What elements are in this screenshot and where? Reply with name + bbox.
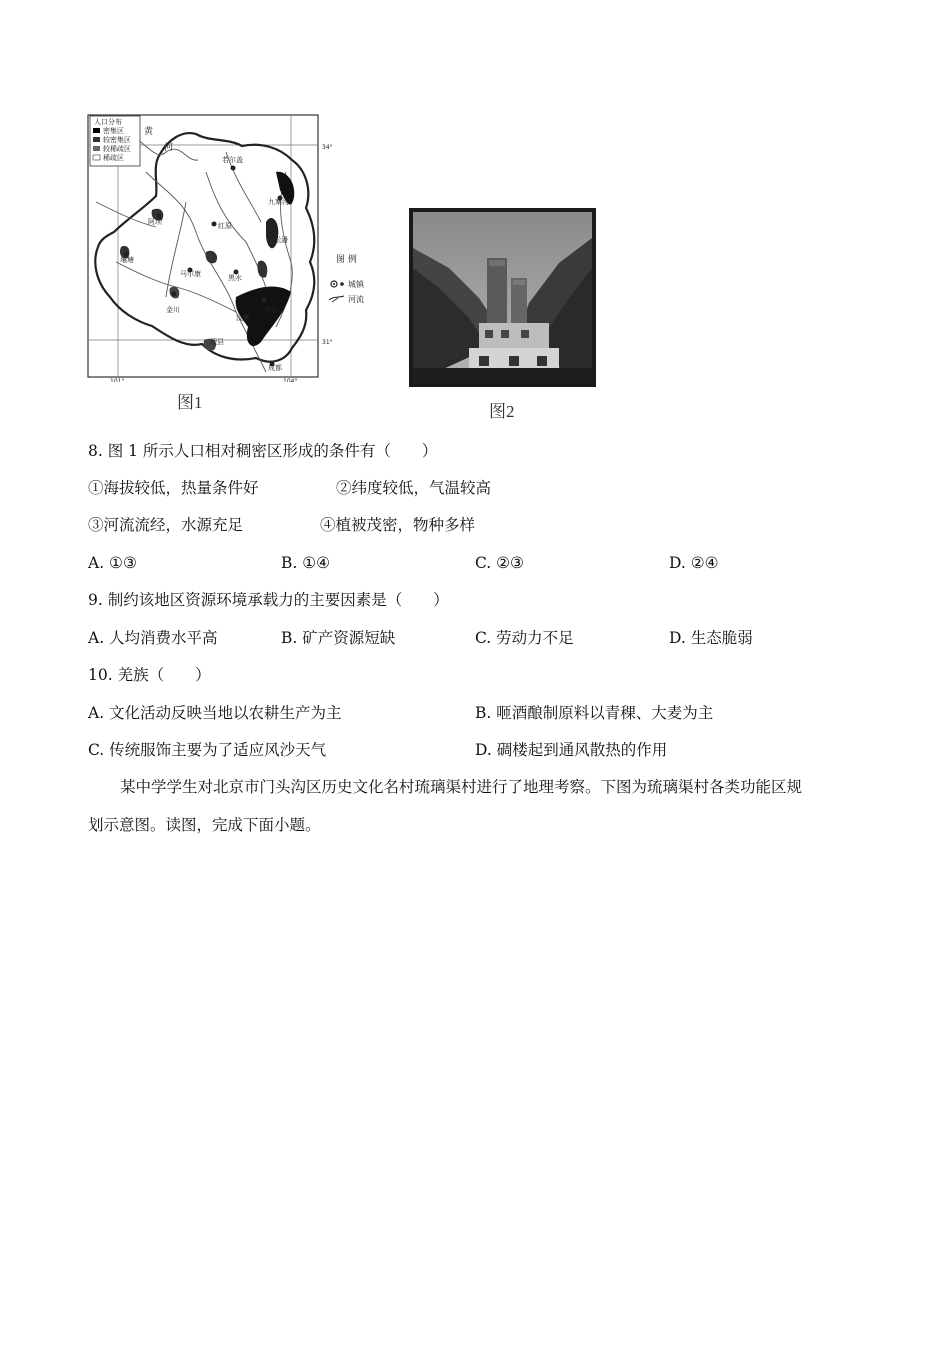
- q8-statement-3: ③河流流经，水源充足: [88, 516, 244, 534]
- q9-option-a[interactable]: A. 人均消费水平高: [88, 629, 218, 647]
- svg-text:34°: 34°: [322, 144, 333, 151]
- svg-text:较密集区: 较密集区: [103, 136, 131, 144]
- svg-text:九寨沟: 九寨沟: [268, 198, 289, 206]
- svg-text:河: 河: [164, 143, 174, 153]
- q8-statement-4: ④植被茂密，物种多样: [320, 516, 476, 534]
- svg-text:成都: 成都: [268, 364, 282, 372]
- svg-text:黄: 黄: [144, 127, 154, 137]
- figure-1-caption: 图1: [177, 393, 203, 412]
- svg-text:红原: 红原: [218, 222, 232, 230]
- q9-option-d[interactable]: D. 生态脆弱: [669, 629, 753, 647]
- q9-option-c[interactable]: C. 劳动力不足: [475, 629, 574, 647]
- svg-text:较稀疏区: 较稀疏区: [103, 145, 131, 153]
- q10-option-d[interactable]: D. 碉楼起到通风散热的作用: [475, 741, 668, 759]
- q8-option-d[interactable]: D. ②④: [669, 554, 719, 572]
- q8-statement-2: ②纬度较低，气温较高: [336, 479, 492, 497]
- svg-text:马尔康: 马尔康: [180, 270, 201, 278]
- svg-text:阿坝: 阿坝: [148, 218, 162, 226]
- svg-text:黑水: 黑水: [228, 274, 242, 282]
- watchtower-photo-svg: [409, 208, 596, 387]
- svg-text:汶川: 汶川: [236, 314, 250, 322]
- svg-text:茂县: 茂县: [264, 306, 278, 314]
- svg-text:壤塘: 壤塘: [120, 256, 134, 264]
- svg-text:松潘: 松潘: [274, 236, 288, 244]
- svg-text:31°: 31°: [322, 339, 333, 346]
- intro-paragraph-line-2: 划示意图。读图，完成下面小题。: [88, 816, 321, 834]
- q10-option-c[interactable]: C. 传统服饰主要为了适应风沙天气: [88, 741, 327, 759]
- figure-1-map: [86, 112, 386, 382]
- figure-2-photo: [409, 208, 596, 387]
- q10-option-b[interactable]: B. 咂酒酿制原料以青稞、大麦为主: [475, 704, 714, 722]
- q9-option-b[interactable]: B. 矿产资源短缺: [281, 629, 396, 647]
- q10-option-a[interactable]: A. 文化活动反映当地以农耕生产为主: [88, 704, 342, 722]
- q8-option-c[interactable]: C. ②③: [475, 554, 524, 572]
- intro-paragraph-line-1: 某中学学生对北京市门头沟区历史文化名村琉璃渠村进行了地理考察。下图为琉璃渠村各类功能区规: [120, 778, 803, 796]
- svg-text:人口分布: 人口分布: [94, 118, 122, 126]
- q8-option-a[interactable]: A. ①③: [88, 554, 137, 572]
- svg-text:104°: 104°: [283, 378, 298, 382]
- svg-text:101°: 101°: [110, 378, 125, 382]
- svg-text:河流: 河流: [348, 295, 364, 304]
- svg-text:若尔盖: 若尔盖: [222, 156, 243, 164]
- svg-text:密集区: 密集区: [103, 127, 124, 135]
- population-map-svg: [86, 112, 386, 382]
- q8-stem: 8. 图 1 所示人口相对稠密区形成的条件有（ ）: [88, 442, 438, 460]
- q9-stem: 9. 制约该地区资源环境承载力的主要因素是（ ）: [88, 591, 449, 609]
- svg-text:稀疏区: 稀疏区: [103, 154, 124, 162]
- figure-2-caption: 图2: [489, 402, 515, 421]
- svg-text:金川: 金川: [166, 306, 180, 314]
- svg-text:城镇: 城镇: [348, 280, 364, 289]
- svg-text:理县: 理县: [210, 338, 224, 346]
- svg-text:图 例: 图 例: [336, 255, 357, 265]
- q10-stem: 10. 羌族（ ）: [88, 666, 211, 684]
- q8-statement-1: ①海拔较低，热量条件好: [88, 479, 259, 497]
- q8-option-b[interactable]: B. ①④: [281, 554, 331, 572]
